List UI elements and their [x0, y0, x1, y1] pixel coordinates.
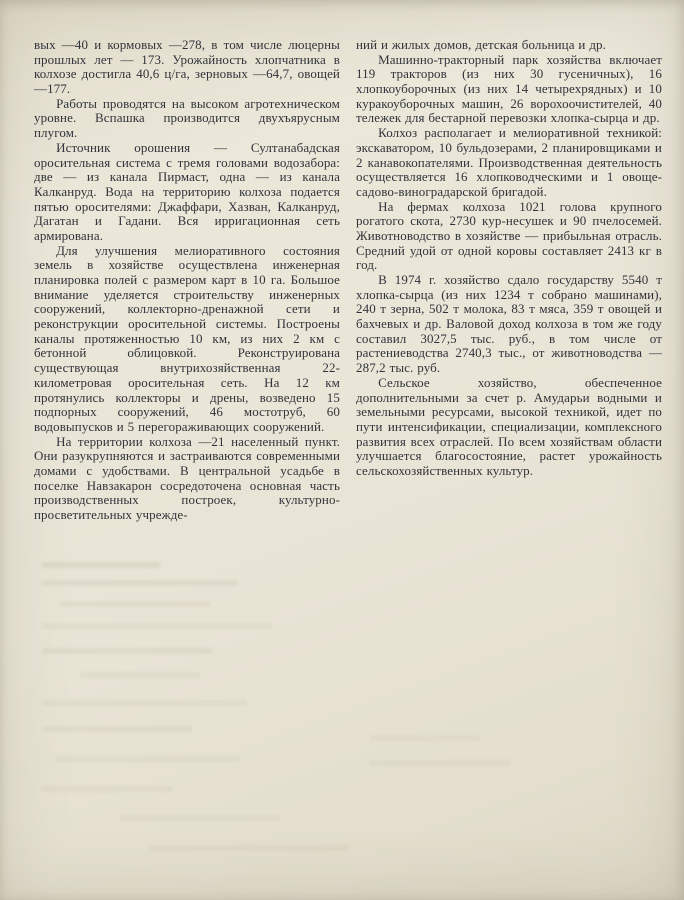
show-through-mark: [42, 562, 160, 568]
show-through-mark: [370, 735, 480, 741]
paragraph: На фермах колхоза 1021 голова крупного рогатого скота, 2730 кур-несушек и 90 пчелосемей. Животноводство в хозяйстве — прибыльная отрасль. Средний удой от одной коровы составляет 2413 кг в год.: [356, 198, 662, 273]
show-through-mark: [42, 786, 172, 792]
show-through-mark: [370, 760, 510, 766]
page-text-block: [34, 38, 662, 523]
show-through-mark: [42, 623, 272, 629]
show-through-mark: [42, 700, 247, 706]
paragraph: ний и жилых домов, детская больница и др.: [356, 37, 607, 52]
paragraph: Машинно-тракторный парк хозяйства включает 119 тракторов (из них 30 гусеничных), 16 хлопкоуборочных (из них 14 четырехрядных) и 10 куракоуборочных машин, 26 ворохоочистителей, 40 тележек для бестарной перевозки хлопка-сырца и др.: [356, 51, 662, 126]
show-through-mark: [42, 726, 192, 732]
paragraph: Источник орошения — Султанабадская оросительная система с тремя головами водозабора: две — из канала Пирмаст, одна — из канала Калканруд. Вода на территорию колхоза подается пятью оросителями: Джаффари, Хазван, Калканруд, Дагатан и Гадани. Вся ирригационная сеть армирована.: [34, 139, 340, 243]
paragraph: Сельское хозяйство, обеспеченное дополнительными за счет р. Амударьи водными и земельными ресурсами, высокой техникой, идет по пути интенсификации, специализации, комплексного развития всех отраслей. По всем хозяйствам области улучшается благосостояние, растет урожайность сельскохозяйственных культур.: [356, 374, 662, 478]
show-through-mark: [80, 672, 200, 678]
paragraph: Работы проводятся на высоком агротехническом уровне. Вспашка производится двухъярусным плугом.: [34, 95, 340, 141]
paragraph: Для улучшения мелиоративного состояния земель в хозяйстве осуществлена инженерная планировка полей с размером карт в 10 га. Большое внимание уделяется строительству инженерных сооружений, коллекторно-дренажной сети и реконструкции оросительной системы. Построены каналы протяженностью 10 км, из них 2 км с бетонной облицовкой. Реконструирована существующая внутрихозяйственная 22-километровая оросительная сеть. На 12 км протянулись коллекторы и дрены, возведено 15 подпорных сооружений, 46 мостотруб, 60 водовыпусков и 5 перегораживающих сооружений.: [34, 242, 340, 434]
left-column: [34, 38, 340, 523]
show-through-mark: [150, 845, 350, 851]
show-through-mark: [55, 756, 240, 762]
show-through-mark: [42, 580, 238, 586]
right-column: [356, 38, 662, 523]
paragraph: В 1974 г. хозяйство сдало государству 5540 т хлопка-сырца (из них 1234 т собрано машинами), 240 т зерна, 502 т молока, 83 т мяса, 359 т овощей и бахчевых и др. Валовой доход колхоза в том же году составил 3027,5 тыс. руб., в том числе от растениеводства 2740,3 тыс., от животноводства — 287,2 тыс. руб.: [356, 272, 662, 376]
paragraph: вых —40 и кормовых —278, в том числе люцерны прошлых лет — 173. Урожайность хлопчатника в колхозе достигла 40,6 ц/га, зерновых —64,7, овощей—177.: [34, 37, 340, 97]
paragraph: На территории колхоза —21 населенный пункт. Они разукрупняются и застраиваются современными домами с удобствами. В центральной усадьбе в поселке Навзакарон сосредоточена основная часть производственных построек, культурно-просветительных учрежде-: [34, 433, 340, 522]
show-through-mark: [60, 601, 210, 607]
show-through-mark: [120, 815, 280, 821]
paragraph: Колхоз располагает и мелиоративной техникой: экскаватором, 10 бульдозерами, 2 планировщиками и 2 канавокопателями. Производственная деятельность осуществляется 16 хлопководческими и 1 овоще-садово-виноградарской бригадой.: [356, 125, 662, 199]
show-through-mark: [42, 648, 212, 654]
